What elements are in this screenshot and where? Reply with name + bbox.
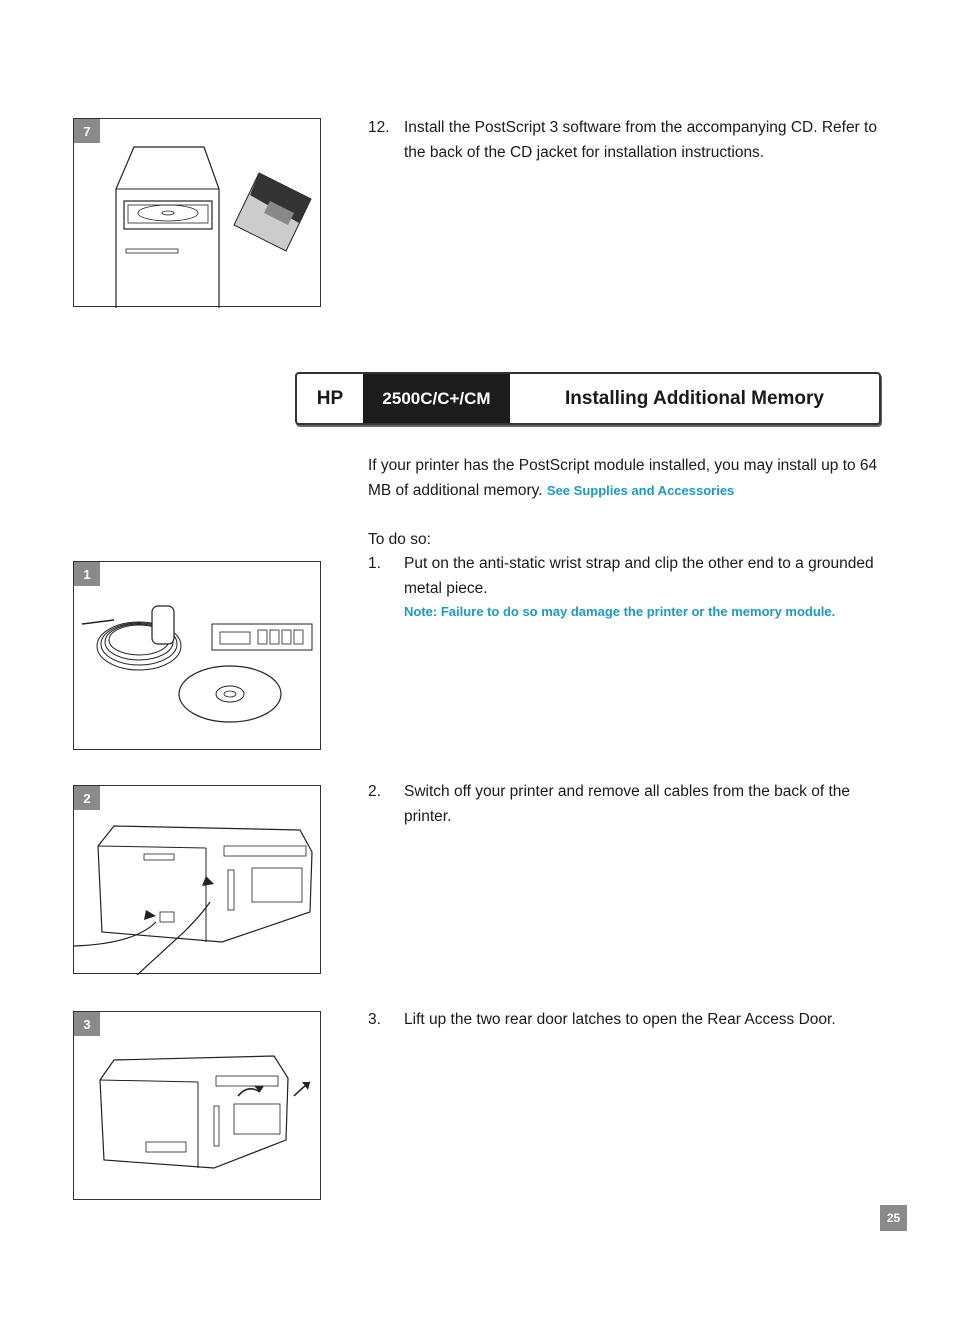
intro-text: If your printer has the PostScript module installed, you may install up to 64 MB of additional memory. <box>368 457 878 499</box>
step-3 <box>368 1008 883 1033</box>
wrist-strap-memory-cd-illustration <box>74 562 322 751</box>
step-text: Lift up the two rear door latches to open the Rear Access Door. <box>404 1011 836 1028</box>
warning-note: Note: Failure to do so may damage the printer or the memory module. <box>404 604 836 619</box>
printer-cables-illustration <box>74 786 322 975</box>
step-12 <box>368 116 883 165</box>
step-text: Install the PostScript 3 software from the accompanying CD. Refer to the back of the CD jacket for installation instructions. <box>404 119 877 161</box>
step-number: 1. <box>368 555 381 572</box>
intro-paragraph <box>368 454 888 503</box>
figure-1 <box>73 561 321 750</box>
figure-7 <box>73 118 321 307</box>
figure-number: 2 <box>74 786 100 810</box>
section-title: Installing Additional Memory <box>565 387 824 409</box>
section-banner <box>295 372 881 425</box>
figure-number: 3 <box>74 1012 100 1036</box>
step-number: 12. <box>368 119 390 136</box>
figure-2 <box>73 785 321 974</box>
step-number: 2. <box>368 783 381 800</box>
step-text: Switch off your printer and remove all cables from the back of the printer. <box>404 783 850 825</box>
step-number: 3. <box>368 1011 381 1028</box>
step-text: Put on the anti-static wrist strap and clip the other end to a grounded metal piece. <box>404 555 874 597</box>
model-label: 2500C/C+/CM <box>363 374 510 423</box>
figure-3 <box>73 1011 321 1200</box>
step-2 <box>368 780 883 829</box>
todo-label: To do so: <box>368 531 431 548</box>
figure-number: 1 <box>74 562 100 586</box>
supplies-link[interactable]: See Supplies and Accessories <box>546 482 735 498</box>
brand-label: HP <box>316 387 344 409</box>
printer-rear-door-illustration <box>74 1012 322 1201</box>
computer-cd-illustration <box>74 119 322 308</box>
figure-number: 7 <box>74 119 100 143</box>
step-1 <box>368 552 883 601</box>
page-number: 25 <box>880 1205 907 1231</box>
